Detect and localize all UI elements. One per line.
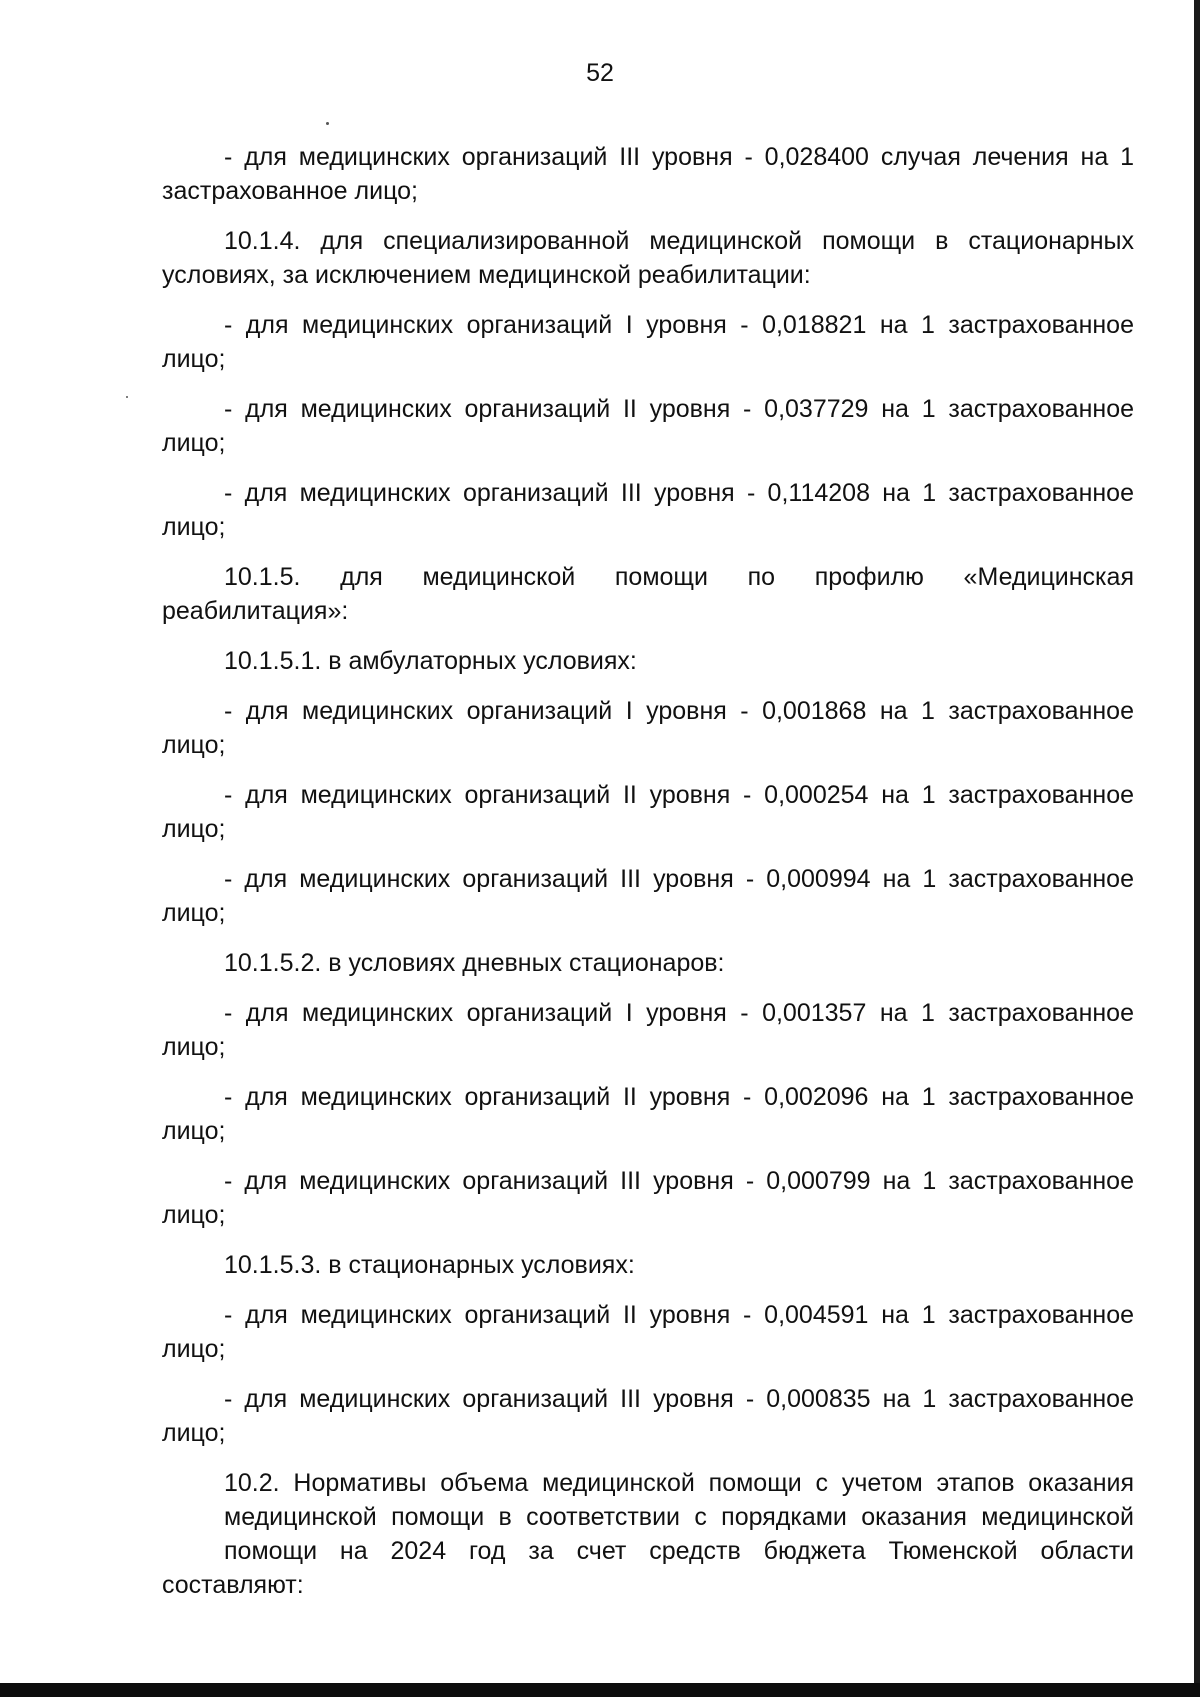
paragraph-rehab-hospital-level3 <box>162 1382 1134 1450</box>
scan-bottom-border <box>0 1683 1200 1697</box>
paragraph-rehab-ambulatory-level1 <box>162 694 1134 762</box>
paragraph-10-1-5-3 <box>162 1248 1134 1282</box>
paragraph-line: 10.1.5. для медицинской помощи по профилю «Медицинская <box>224 563 1134 591</box>
paragraph-line: условиях, за исключением медицинской реабилитации: <box>162 261 811 289</box>
paragraph-line: - для медицинских организаций I уровня - 0,018821 на 1 застрахованное <box>224 311 1134 339</box>
paragraph-line: 10.1.4. для специализированной медицинской помощи в стационарных <box>224 227 1134 255</box>
paragraph-line: - для медицинских организаций III уровня - 0,000835 на 1 застрахованное <box>224 1385 1134 1413</box>
paragraph-line: - для медицинских организаций II уровня - 0,037729 на 1 застрахованное <box>224 395 1134 423</box>
paragraph-line: - для медицинских организаций III уровня - 0,000799 на 1 застрахованное <box>224 1167 1134 1195</box>
paragraph-line: помощи на 2024 год за счет средств бюджета Тюменской области составляют: <box>162 1537 1134 1599</box>
paragraph-line: 10.2. Нормативы объема медицинской помощи с учетом этапов оказания <box>224 1469 1134 1497</box>
paragraph-line: лицо; <box>162 899 226 927</box>
paragraph-level2-hospital <box>162 392 1134 460</box>
paragraph-rehab-ambulatory-level2 <box>162 778 1134 846</box>
paragraph-line: лицо; <box>162 1201 226 1229</box>
paragraph-10-1-5-2 <box>162 946 1134 980</box>
paragraph-line: лицо; <box>162 513 226 541</box>
paragraph-rehab-daycare-level1 <box>162 996 1134 1064</box>
paragraph-line: лицо; <box>162 1419 226 1447</box>
paragraph-line: - для медицинских организаций I уровня - 0,001868 на 1 застрахованное <box>224 697 1134 725</box>
paragraph-line: 10.1.5.2. в условиях дневных стационаров: <box>224 949 725 977</box>
paragraph-line: лицо; <box>162 1117 226 1145</box>
paragraph-line: - для медицинских организаций I уровня - 0,001357 на 1 застрахованное <box>224 999 1134 1027</box>
paragraph-10-1-4 <box>162 224 1134 292</box>
paragraph-line: - для медицинских организаций III уровня - 0,000994 на 1 застрахованное <box>224 865 1134 893</box>
paragraph-level3-hospital <box>162 476 1134 544</box>
paragraph-rehab-hospital-level2 <box>162 1298 1134 1366</box>
paragraph-line: - для медицинских организаций III уровня - 0,028400 случая лечения на 1 <box>224 143 1134 171</box>
paragraph-line: 10.1.5.1. в амбулаторных условиях: <box>224 647 637 675</box>
paragraph-level3-daycare-1 <box>162 140 1134 208</box>
paragraph-10-1-5-1 <box>162 644 1134 678</box>
paragraph-10-2 <box>162 1466 1134 1602</box>
paragraph-line: лицо; <box>162 731 226 759</box>
paragraph-line: застрахованное лицо; <box>162 177 418 205</box>
scan-right-edge <box>1194 0 1200 1697</box>
scan-speck <box>326 122 329 125</box>
paragraph-line: - для медицинских организаций II уровня - 0,002096 на 1 застрахованное <box>224 1083 1134 1111</box>
paragraph-line: - для медицинских организаций II уровня - 0,000254 на 1 застрахованное <box>224 781 1134 809</box>
paragraph-line: лицо; <box>162 429 226 457</box>
paragraph-line: лицо; <box>162 815 226 843</box>
paragraph-rehab-daycare-level3 <box>162 1164 1134 1232</box>
paragraph-line: 10.1.5.3. в стационарных условиях: <box>224 1251 635 1279</box>
paragraph-line: реабилитация»: <box>162 597 349 625</box>
paragraph-line: - для медицинских организаций III уровня - 0,114208 на 1 застрахованное <box>224 479 1134 507</box>
page-number: 52 <box>586 59 614 87</box>
document-body <box>162 140 1134 1618</box>
paragraph-rehab-ambulatory-level3 <box>162 862 1134 930</box>
paragraph-line: - для медицинских организаций II уровня - 0,004591 на 1 застрахованное <box>224 1301 1134 1329</box>
paragraph-line: лицо; <box>162 1033 226 1061</box>
scan-speck <box>126 396 128 398</box>
paragraph-line: лицо; <box>162 1335 226 1363</box>
paragraph-level1-hospital <box>162 308 1134 376</box>
paragraph-line: медицинской помощи в соответствии с порядками оказания медицинской <box>224 1503 1134 1531</box>
paragraph-10-1-5 <box>162 560 1134 628</box>
paragraph-rehab-daycare-level2 <box>162 1080 1134 1148</box>
paragraph-line: лицо; <box>162 345 226 373</box>
